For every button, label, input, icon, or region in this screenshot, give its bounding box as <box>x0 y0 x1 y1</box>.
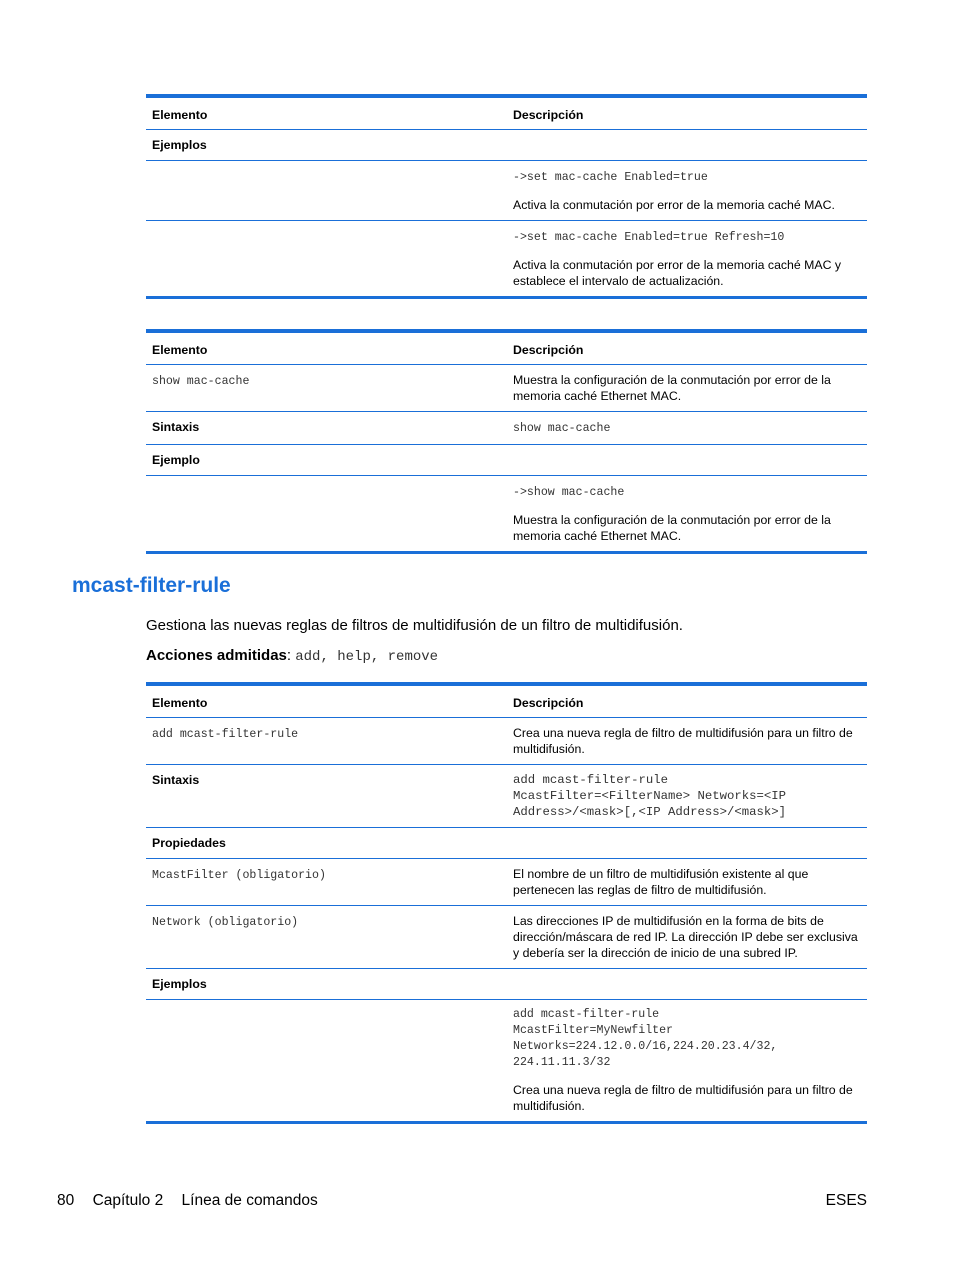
section-label-example: Ejemplo <box>146 445 507 476</box>
table-header-row <box>146 331 867 365</box>
table-row <box>146 365 867 412</box>
col-header-description: Descripción <box>507 331 867 365</box>
table-row <box>146 765 867 828</box>
syntax-label: Sintaxis <box>146 412 507 445</box>
col-header-element: Elemento <box>146 96 507 130</box>
example-code-line: McastFilter=MyNewfilter <box>513 1024 674 1037</box>
page-footer-left <box>57 1192 318 1210</box>
table-row <box>146 412 867 445</box>
chapter-title: Línea de comandos <box>181 1192 318 1209</box>
syntax-value: show mac-cache <box>513 422 611 435</box>
section-intro: Gestiona las nuevas reglas de filtros de multidifusión de un filtro de multidifusión. <box>146 617 683 634</box>
example-code: ->set mac-cache Enabled=true <box>513 171 708 184</box>
command-name: show mac-cache <box>152 375 250 388</box>
example-code: ->set mac-cache Enabled=true Refresh=10 <box>513 231 785 244</box>
show-mac-cache-table <box>146 329 867 554</box>
examples-table <box>146 94 867 299</box>
table-row <box>146 859 867 906</box>
col-header-element: Elemento <box>146 684 507 718</box>
table-row <box>146 906 867 969</box>
syntax-line: add mcast-filter-rule <box>513 773 668 787</box>
table-row <box>146 130 867 161</box>
example-code: ->show mac-cache <box>513 486 625 499</box>
page-footer-right: ESES <box>825 1192 867 1209</box>
table-row <box>146 828 867 859</box>
actions-values: add, help, remove <box>295 649 439 665</box>
example-code-line: 224.11.11.3/32 <box>513 1056 611 1069</box>
table-row <box>146 969 867 1000</box>
table-row <box>146 221 867 298</box>
syntax-line: Address>/<mask>[,<IP Address>/<mask>] <box>513 805 787 819</box>
property-description: El nombre de un filtro de multidifusión existente al que pertenecen las reglas de filtro de multidifusión. <box>507 859 867 906</box>
table-row <box>146 718 867 765</box>
page-number: 80 <box>57 1192 75 1209</box>
example-code-line: add mcast-filter-rule <box>513 1008 660 1021</box>
command-description: Muestra la configuración de la conmutación por error de la memoria caché Ethernet MAC. <box>507 365 867 412</box>
section-label-examples: Ejemplos <box>146 969 507 1000</box>
example-description: Muestra la configuración de la conmutación por error de la memoria caché Ethernet MAC. <box>513 513 831 543</box>
table-row <box>146 161 867 221</box>
property-name: Network (obligatorio) <box>152 916 299 929</box>
example-code-line: Networks=224.12.0.0/16,224.20.23.4/32, <box>513 1040 778 1053</box>
col-header-element: Elemento <box>146 331 507 365</box>
table-row <box>146 476 867 553</box>
command-description: Crea una nueva regla de filtro de multidifusión para un filtro de multidifusión. <box>507 718 867 765</box>
example-description: Activa la conmutación por error de la memoria caché MAC. <box>513 198 835 212</box>
example-description: Crea una nueva regla de filtro de multidifusión para un filtro de multidifusión. <box>513 1083 853 1113</box>
chapter-number: Capítulo 2 <box>92 1192 164 1209</box>
syntax-label: Sintaxis <box>146 765 507 828</box>
table-header-row <box>146 96 867 130</box>
section-label-examples: Ejemplos <box>146 130 507 161</box>
actions-separator: : <box>286 647 292 664</box>
actions-label: Acciones admitidas <box>146 647 287 664</box>
command-name: add mcast-filter-rule <box>152 728 299 741</box>
table-header-row <box>146 684 867 718</box>
properties-label: Propiedades <box>146 828 507 859</box>
supported-actions <box>146 647 438 665</box>
syntax-line: McastFilter=<FilterName> Networks=<IP <box>513 789 787 803</box>
col-header-description: Descripción <box>507 684 867 718</box>
example-description: Activa la conmutación por error de la memoria caché MAC y establece el intervalo de actualización. <box>513 258 842 288</box>
property-description: Las direcciones IP de multidifusión en la forma de bits de dirección/máscara de red IP. La dirección IP debe ser exclusiva y debería ser la dirección de inicio de una subred IP. <box>507 906 867 969</box>
property-name: McastFilter (obligatorio) <box>152 869 326 882</box>
table-row <box>146 445 867 476</box>
table-row <box>146 1000 867 1123</box>
section-title: mcast-filter-rule <box>72 574 231 597</box>
mcast-filter-rule-table <box>146 682 867 1124</box>
col-header-description: Descripción <box>507 96 867 130</box>
